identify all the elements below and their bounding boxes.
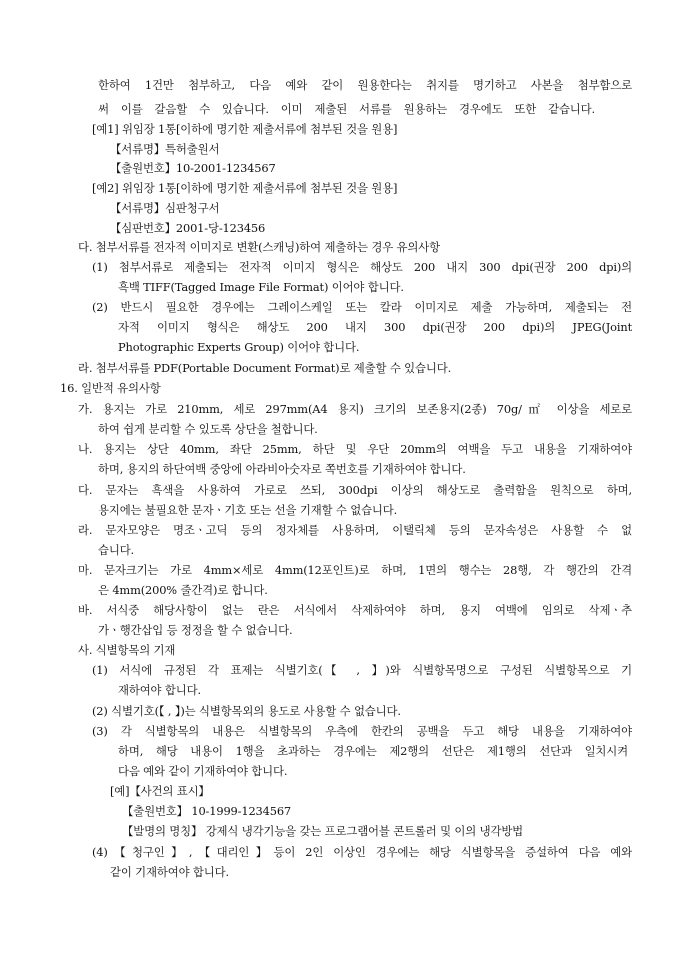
text-line: (1) 서식에 규정된 각 표제는 식별기호(【 , 】)와 식별항목명으로 구성된 식별항목으로 기 bbox=[92, 663, 632, 677]
text-line: (1) 첨부서류로 제출되는 전자적 이미지 형식은 해상도 200 내지 300 dpi(권장 200 dpi)의 bbox=[92, 260, 632, 274]
text-line: [예2] 위임장 1통[이하에 명기한 제출서류에 첨부된 것을 원용] bbox=[92, 181, 398, 195]
text-line: (4)【청구인】,【대리인】등이 2인 이상인 경우에는 해당 식별항목을 증설하여 다음 예와 bbox=[92, 845, 632, 859]
text-line: 【발명의 명칭】 강제식 냉각기능을 갖는 프로그램어블 콘트롤러 및 이의 냉각방법 bbox=[122, 824, 524, 838]
text-line: 바. 서식중 해당사항이 없는 란은 서식에서 삭제하여야 하며, 용지 여백에 임의로 삭제ㆍ추 bbox=[78, 603, 632, 617]
text-line: 흑백 TIFF(Tagged Image File Format) 이어야 합니다. bbox=[118, 280, 404, 294]
text-line: 습니다. bbox=[98, 543, 135, 557]
section-heading: 다. 첨부서류를 전자적 이미지로 변환(스캐닝)하여 제출하는 경우 유의사항 bbox=[78, 240, 440, 254]
section-heading: 라. 첨부서류를 PDF(Portable Document Format)로 제출할 수 있습니다. bbox=[78, 361, 452, 375]
text-line: 가. 용지는 가로 210mm, 세로 297mm(A4 용지) 크기의 보존용지(2종) 70g/㎡ 이상을 세로로 bbox=[78, 402, 632, 416]
text-line: 【서류명】심판청구서 bbox=[110, 201, 220, 215]
text-line: 은 4mm(200% 줄간격)로 합니다. bbox=[98, 583, 268, 597]
text-line: 가ㆍ행간삽입 등 정정을 할 수 없습니다. bbox=[98, 623, 293, 637]
text-line: 【출원번호】10-2001-1234567 bbox=[110, 161, 276, 175]
text-line: (2) 반드시 필요한 경우에는 그레이스케일 또는 칼라 이미지로 제출 가능하며, 제출되는 전 bbox=[92, 300, 632, 314]
text-line: 용지에는 불필요한 문자ㆍ기호 또는 선을 기재할 수 없습니다. bbox=[98, 503, 398, 517]
text-line: Photographic Experts Group) 이어야 합니다. bbox=[118, 340, 360, 354]
text-line: [예1] 위임장 1통[이하에 명기한 제출서류에 첨부된 것을 원용] bbox=[92, 122, 398, 136]
text-line: 써 이를 갈음할 수 있습니다. 이미 제출된 서류를 원용하는 경우에도 또한 같습니다. bbox=[98, 102, 595, 116]
text-line: 【서류명】특허출원서 bbox=[110, 142, 220, 156]
text-line: 재하여야 합니다. bbox=[118, 683, 201, 697]
text-line: 자적 이미지 형식은 해상도 200 내지 300 dpi(권장 200 dpi)의 JPEG(Joint bbox=[118, 320, 632, 334]
text-line: 하며, 해당 내용이 1행을 초과하는 경우에는 제2행의 선단은 제1행의 선단과 일치시켜 bbox=[118, 744, 628, 758]
text-line: 【심판번호】2001-당-123456 bbox=[110, 221, 266, 235]
text-line: 하며, 용지의 하단여백 중앙에 아라비아숫자로 쪽번호를 기재하여야 합니다. bbox=[98, 462, 466, 476]
text-line: [예]【사건의 표시】 bbox=[110, 784, 210, 798]
text-line: (2) 식별기호(【 , 】)는 식별항목외의 용도로 사용할 수 없습니다. bbox=[92, 704, 401, 718]
text-line: 마. 문자크기는 가로 4mm×세로 4mm(12포인트)로 하며, 1면의 행수는 28행, 각 행간의 간격 bbox=[78, 563, 632, 577]
text-line: 【출원번호】 10-1999-1234567 bbox=[122, 804, 292, 818]
text-line: 같이 기재하여야 합니다. bbox=[110, 865, 229, 879]
text-line: 하여 쉽게 분리할 수 있도록 상단을 철합니다. bbox=[98, 422, 318, 436]
text-line: 다음 예와 같이 기재하여야 합니다. bbox=[118, 764, 288, 778]
text-line: 한하여 1건만 첨부하고, 다음 예와 같이 원용한다는 취지를 명기하고 사본을 첨부함으로 bbox=[98, 78, 632, 92]
text-line: (3) 각 식별항목의 내용은 식별항목의 우측에 한칸의 공백을 두고 해당 내용을 기재하여야 bbox=[92, 724, 632, 738]
section-title: 16. 일반적 유의사항 bbox=[60, 381, 161, 395]
section-heading: 사. 식별항목의 기재 bbox=[78, 643, 176, 657]
text-line: 라. 문자모양은 명조ㆍ고딕 등의 정자체를 사용하며, 이탤릭체 등의 문자속성은 사용할 수 없 bbox=[78, 523, 632, 537]
text-line: 나. 용지는 상단 40mm, 좌단 25mm, 하단 및 우단 20mm의 여백을 두고 내용을 기재하여야 bbox=[78, 442, 632, 456]
text-line: 다. 문자는 흑색을 사용하여 가로로 쓰되, 300dpi 이상의 해상도로 출력함을 원칙으로 하며, bbox=[78, 483, 632, 497]
